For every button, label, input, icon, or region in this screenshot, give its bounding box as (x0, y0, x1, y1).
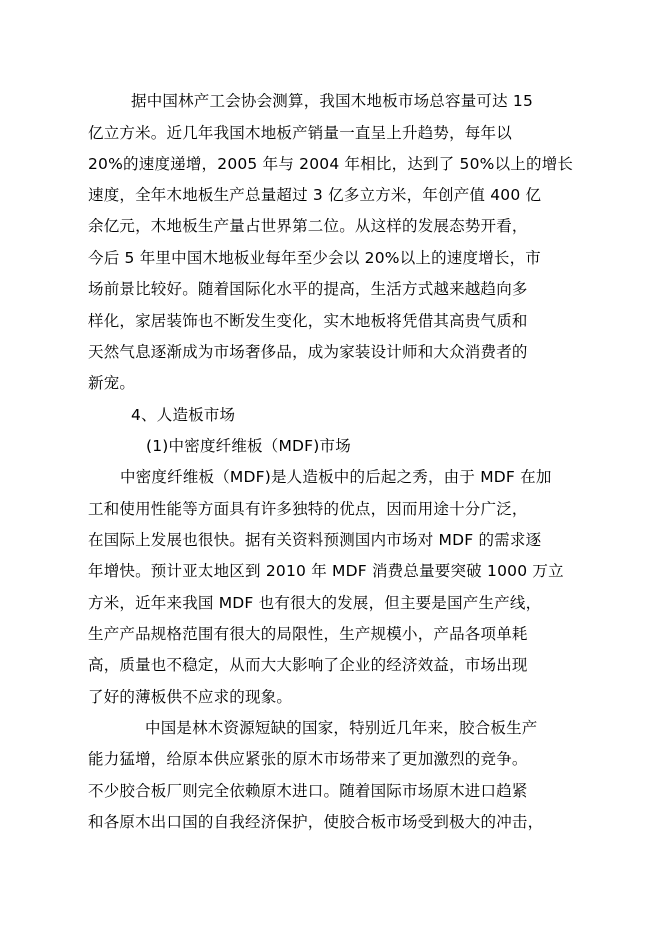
paragraph-3-line-4: 和各原木出口国的自我经济保护，使胶合板市场受到极大的冲击， (88, 813, 544, 831)
paragraph-2-line-7: 高，质量也不稳定，从而大大影响了企业的经济效益，市场出现 (88, 656, 528, 674)
subsection-heading-1: (1)中密度纤维板（MDF)市场 (146, 437, 351, 455)
paragraph-2-line-2: 工和使用性能等方面具有许多独特的优点，因而用途十分广泛， (88, 500, 528, 518)
paragraph-1-line-4: 速度，全年木地板生产总量超过 3 亿多立方米，年创产值 400 亿 (88, 186, 542, 204)
paragraph-2-line-8: 了好的薄板供不应求的现象。 (88, 688, 293, 706)
paragraph-3-line-2: 能力猛增，给原本供应紧张的原木市场带来了更加激烈的竞争。 (88, 750, 528, 768)
paragraph-2-line-5: 方米，近年来我国 MDF 也有很大的发展，但主要是国产生产线， (88, 594, 542, 612)
paragraph-1-line-8: 样化，家居装饰也不断发生变化，实木地板将凭借其高贵气质和 (88, 312, 528, 330)
paragraph-2-line-6: 生产产品规格范围有很大的局限性，生产规模小，产品各项单耗 (88, 625, 528, 643)
paragraph-1-line-7: 场前景比较好。随着国际化水平的提高，生活方式越来越趋向多 (88, 280, 528, 298)
paragraph-2-line-3: 在国际上发展也很快。据有关资料预测国内市场对 MDF 的需求逐 (88, 531, 542, 549)
paragraph-1-line-2: 亿立方米。近几年我国木地板产销量一直呈上升趋势，每年以 (88, 124, 512, 142)
paragraph-1-line-3: 20%的速度递增，2005 年与 2004 年相比，达到了 50%以上的增长 (88, 155, 574, 173)
paragraph-1-line-9: 天然气息逐渐成为市场奢侈品，成为家装设计师和大众消费者的 (88, 343, 528, 361)
paragraph-2-line-4: 年增快。预计亚太地区到 2010 年 MDF 消费总量要突破 1000 万立 (88, 562, 564, 580)
paragraph-1-line-6: 今后 5 年里中国木地板业每年至少会以 20%以上的速度增长，市 (88, 249, 541, 267)
paragraph-2-line-1: 中密度纤维板（MDF)是人造板中的后起之秀，由于 MDF 在加 (120, 468, 552, 486)
paragraph-1-line-1: 据中国林产工会协会测算，我国木地板市场总容量可达 15 (131, 92, 534, 110)
paragraph-3-line-3: 不少胶合板厂则完全依赖原木进口。随着国际市场原木进口趋紧 (88, 782, 528, 800)
section-heading-4: 4、人造板市场 (131, 406, 236, 424)
paragraph-1-line-10: 新宠。 (88, 374, 136, 392)
paragraph-1-line-5: 余亿元，木地板生产量占世界第二位。从这样的发展态势开看， (88, 217, 528, 235)
paragraph-3-line-1: 中国是林木资源短缺的国家，特别近几年来，胶合板生产 (145, 719, 538, 737)
